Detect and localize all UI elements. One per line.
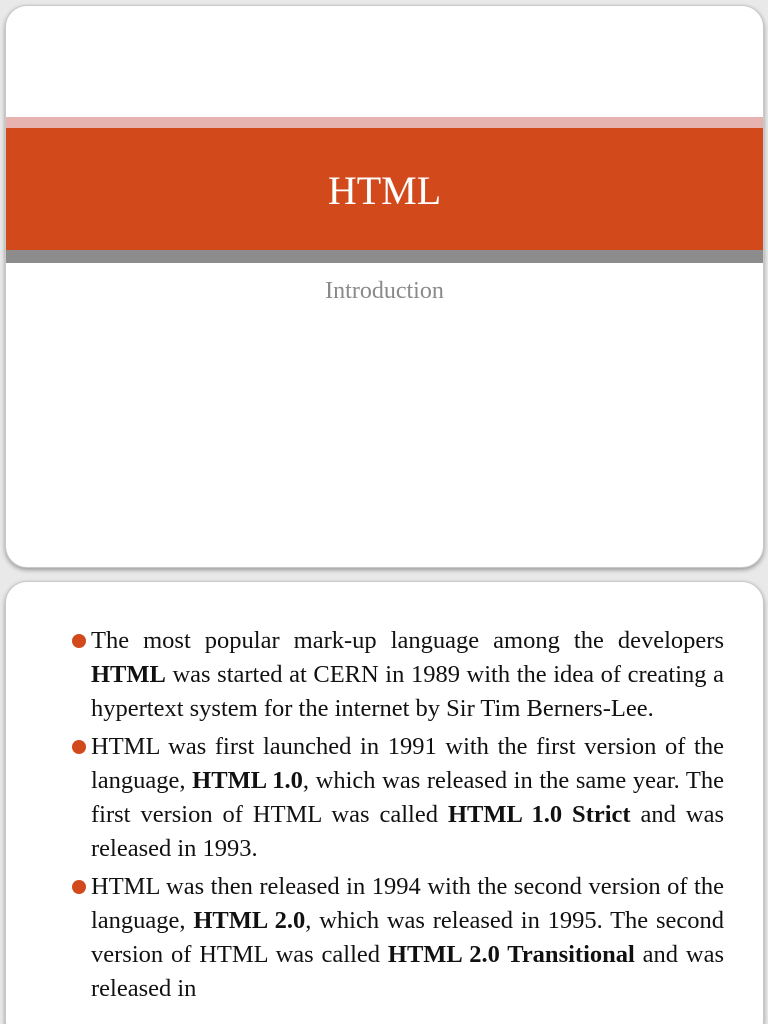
slide-title: HTML — [327, 168, 442, 213]
bullet-bold-text: HTML 2.0 — [193, 907, 306, 934]
bullet-text: , which was released in 1995. The second version of HTML was called — [91, 907, 724, 968]
bullet-dot-icon — [72, 634, 86, 648]
bullet-dot-icon — [72, 740, 86, 754]
bullet-text: and was released in 1993. — [91, 801, 724, 862]
slide-subtitle: Introduction — [325, 278, 444, 304]
bullet-item — [69, 870, 724, 1006]
bullet-bold-text: HTML — [91, 661, 166, 688]
bullet-item — [69, 624, 724, 726]
bullet-text: , which was released in the same year. The first version of HTML was called — [91, 767, 725, 828]
bullet-text: and was released in — [91, 941, 724, 1002]
bullet-bold-text: HTML 2.0 Transitional — [387, 941, 635, 968]
bullet-text: was started at CERN in 1989 with the idea of creating a hypertext system for the internet by Sir Tim Berners-Lee. — [91, 661, 724, 722]
bullet-item — [69, 730, 724, 866]
bullet-dot-icon — [72, 880, 86, 894]
bullet-bold-text: HTML 1.0 Strict — [447, 801, 631, 828]
bullet-text: HTML was first launched in 1991 with the first version of the language, — [91, 733, 724, 794]
title-band-highlight — [6, 117, 763, 128]
bullet-bold-text: HTML 1.0 — [192, 767, 303, 794]
bullet-text: The most popular mark-up language among the developers — [91, 627, 724, 654]
title-band-shadow — [6, 250, 763, 263]
bullet-list — [69, 624, 724, 1010]
title-slide — [5, 5, 764, 568]
bullet-text: HTML was then released in 1994 with the second version of the language, — [91, 873, 724, 934]
content-slide — [5, 581, 764, 1024]
